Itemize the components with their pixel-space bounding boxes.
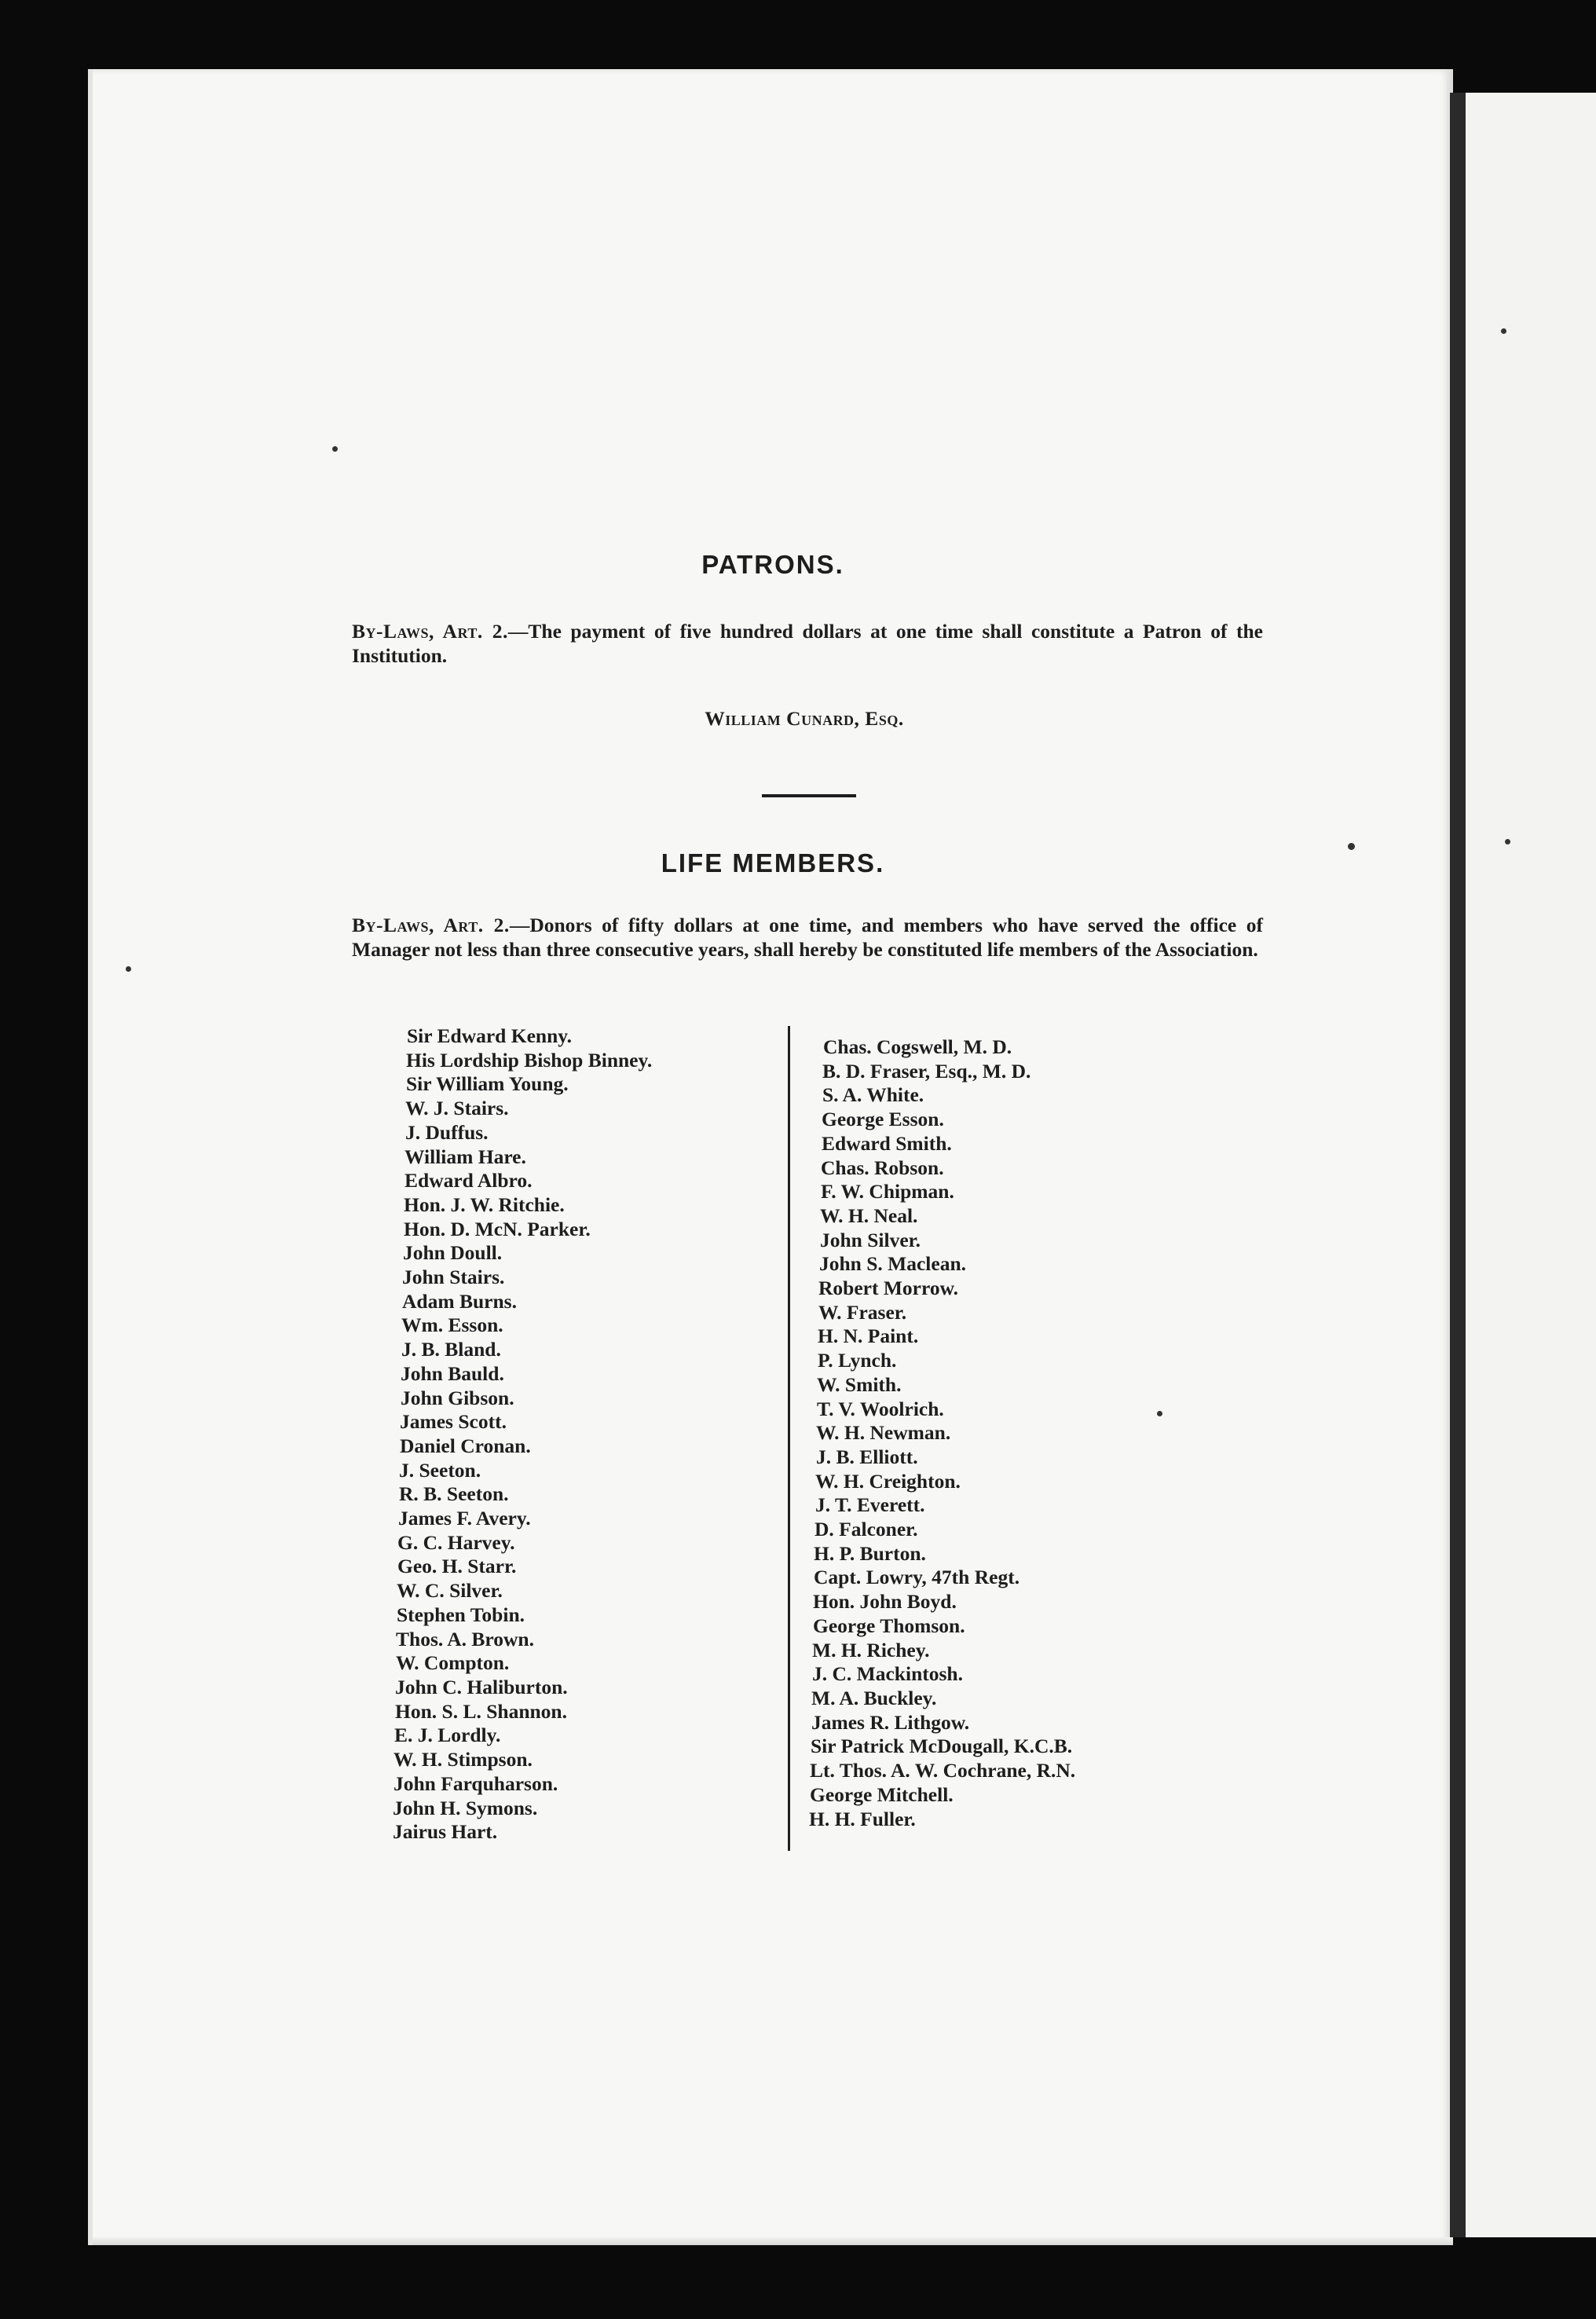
member-name: G. C. Harvey. [397,1530,515,1554]
member-name: Jairus Hart. [393,1820,498,1844]
member-name: John Bauld. [401,1361,504,1385]
member-name: H. N. Paint. [818,1324,919,1348]
member-name: Stephen Tobin. [397,1603,525,1626]
member-name: S. A. White. [822,1083,924,1107]
member-name: W. C. Silver. [397,1579,503,1603]
member-name: George Esson. [822,1108,944,1131]
paper-speck [332,446,338,452]
member-name: John Stairs. [402,1266,505,1289]
member-name: John H. Symons. [393,1796,538,1819]
member-name: P. Lynch. [818,1349,897,1372]
member-name: H. P. Burton. [814,1541,926,1565]
member-name: Sir William Young. [406,1072,569,1096]
patrons-bylaw-ref: By-Laws, Art. 2. [352,620,508,643]
patrons-bylaw-text: —The payment of five hundred dollars at one time shall constitute a Patron of the Institution. [352,620,1263,667]
member-name: Robert Morrow. [818,1277,958,1300]
member-name: H. H. Fuller. [809,1807,916,1830]
member-name: Sir Edward Kenny. [407,1024,572,1047]
member-name: James R. Lithgow. [811,1710,970,1734]
member-name: James F. Avery. [398,1507,531,1530]
patrons-heading: PATRONS. [701,550,844,579]
section-divider-rule [762,794,856,797]
member-name: D. Falconer. [814,1518,918,1541]
member-name: Edward Smith. [822,1131,952,1155]
member-name: Adam Burns. [402,1289,517,1313]
member-name: William Hare. [404,1145,526,1168]
member-name: Sir Patrick McDougall, K.C.B. [811,1735,1073,1758]
member-name: George Mitchell. [810,1782,954,1806]
paper-speck [1501,328,1506,334]
member-name: J. Seeton. [399,1458,481,1482]
member-name: W. Compton. [396,1651,510,1675]
member-name: Chas. Robson. [821,1156,944,1179]
member-name: Daniel Cronan. [400,1434,531,1457]
members-right-column [809,1035,1076,1831]
member-name: B. D. Fraser, Esq., M. D. [822,1059,1031,1083]
member-name: Geo. H. Starr. [397,1555,517,1578]
member-name: John Silver. [820,1228,921,1251]
member-name: J. C. Mackintosh. [812,1662,963,1686]
paper-speck [1348,843,1355,850]
member-name: M. A. Buckley. [811,1686,937,1709]
member-name: T. V. Woolrich. [817,1397,944,1420]
member-name: J. Duffus. [405,1120,489,1144]
member-name: John Doull. [403,1241,503,1265]
member-name: Hon. J. W. Ritchie. [404,1192,565,1216]
member-name: J. B. Elliott. [816,1445,918,1468]
member-name: John Gibson. [401,1386,514,1409]
member-name: Chas. Cogswell, M. D. [823,1035,1012,1058]
member-name: Hon. John Boyd. [813,1590,957,1614]
member-name: Edward Albro. [404,1169,533,1192]
life-members-heading: LIFE MEMBERS. [661,848,885,877]
member-name: J. T. Everett. [815,1493,925,1517]
paper-speck [1157,1411,1162,1416]
member-name: W. H. Stimpson. [394,1748,533,1771]
member-name: John Farquharson. [394,1771,558,1795]
member-name: Hon. D. McN. Parker. [404,1217,591,1240]
member-name: John C. Haliburton. [395,1675,568,1698]
member-name: W. Smith. [817,1372,902,1396]
life-members-bylaw-paragraph [352,913,1263,962]
member-name: Wm. Esson. [401,1313,503,1337]
member-name: W. J. Stairs. [405,1097,509,1120]
member-name: J. B. Bland. [401,1338,501,1361]
column-divider-line [788,1026,790,1851]
member-name: Thos. A. Brown. [396,1627,534,1650]
member-name: R. B. Seeton. [399,1482,509,1506]
member-name: W. H. Newman. [816,1421,951,1445]
member-name: His Lordship Bishop Binney. [406,1048,653,1072]
member-name: W. Fraser. [818,1300,907,1324]
page-bottom-edge [93,2237,1453,2245]
member-name: John S. Maclean. [819,1252,967,1276]
member-name: E. J. Lordly. [394,1724,501,1747]
member-name: Lt. Thos. A. W. Cochrane, R.N. [810,1759,1076,1782]
member-name: M. H. Richey. [812,1638,930,1661]
member-name: Capt. Lowry, 47th Regt. [814,1566,1020,1589]
document-page [88,69,1453,2245]
member-name: Hon. S. L. Shannon. [395,1699,567,1723]
patron-name: William Cunard, Esq. [705,707,904,730]
member-name: F. W. Chipman. [821,1180,954,1203]
member-name: W. H. Creighton. [815,1469,961,1493]
life-members-bylaw-text: —Donors of fifty dollars at one time, and members who have served the office of Manager not less than three consecutive years, shall hereby be constituted life members of the Association. [352,914,1263,961]
member-name: George Thomson. [813,1614,965,1637]
member-name: W. H. Neal. [820,1203,918,1227]
member-name: James Scott. [400,1410,507,1434]
paper-speck [1505,839,1510,844]
paper-speck [126,966,131,972]
adjacent-page-edge [1450,93,1596,2237]
members-left-column [393,1024,653,1845]
patrons-bylaw-paragraph [352,619,1263,668]
life-members-bylaw-ref: By-Laws, Art. 2. [352,914,510,936]
